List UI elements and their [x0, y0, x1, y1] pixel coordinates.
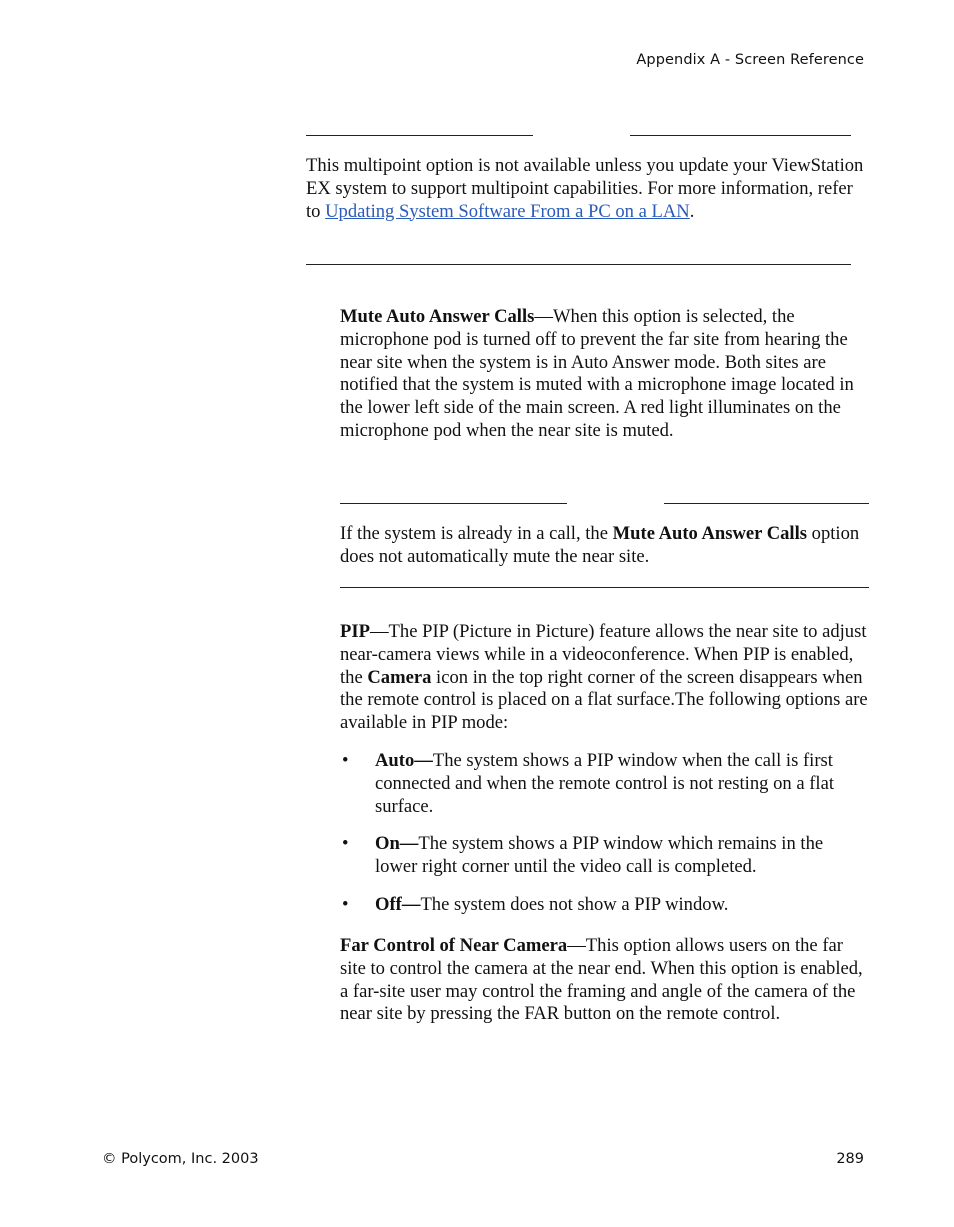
note2-top-rule-left — [340, 503, 567, 504]
footer-copyright: © Polycom, Inc. 2003 — [102, 1151, 259, 1167]
note2-top-rule-right — [664, 503, 869, 504]
note-bottom-rule — [306, 264, 851, 265]
pip-term: PIP — [340, 621, 370, 642]
mute-note — [340, 523, 872, 569]
far-control-paragraph — [340, 935, 872, 1026]
camera-term: Camera — [367, 666, 432, 688]
pip-option-off — [340, 894, 870, 918]
far-control-term: Far Control of Near Camera — [340, 935, 568, 956]
bullet-icon: • — [342, 750, 349, 771]
pip-option-text: The system shows a PIP window when the call is first connected and when the remote control is not resting on a flat surface. — [375, 750, 835, 817]
pip-paragraph — [340, 621, 872, 735]
mute-auto-answer-body: —When this option is selected, the microphone pod is turned off to prevent the far site from hearing the near site when the system is in Auto Answer mode. Both sites are notified that the system is muted with a microphone image located in the lower left side of the main screen. A red light illuminates on the microphone pod when the near site is muted. — [340, 306, 854, 441]
page-number: 289 — [836, 1151, 864, 1167]
mute-note-term: Mute Auto Answer Calls — [612, 523, 808, 544]
updating-software-link[interactable]: Updating System Software From a PC on a LAN — [325, 200, 690, 222]
note2-bottom-rule — [340, 587, 869, 588]
mute-note-end: option does not automatically mute the near site. — [340, 523, 860, 567]
pip-option-text: The system does not show a PIP window. — [420, 894, 729, 915]
note-top-rule-left — [306, 135, 533, 136]
mute-note-text: If the system is already in a call, the — [340, 523, 613, 544]
note-top-rule-right — [630, 135, 851, 136]
pip-option-auto — [340, 750, 870, 820]
multipoint-note — [306, 155, 871, 223]
pip-body-2: icon in the top right corner of the screen disappears when the remote control is placed on a flat surface.The following options are available in PIP mode: — [340, 666, 868, 734]
pip-option-term: Off— — [375, 894, 421, 915]
pip-body-1: —The PIP (Picture in Picture) feature allows the near site to adjust near-camera views while in a videoconference. When PIP is enabled, the — [340, 621, 867, 688]
bullet-icon: • — [342, 833, 349, 854]
pip-option-term: On— — [375, 833, 419, 854]
pip-option-term: Auto— — [375, 750, 433, 771]
running-header: Appendix A - Screen Reference — [636, 52, 864, 68]
mute-auto-answer-paragraph — [340, 306, 872, 443]
pip-option-on — [340, 833, 870, 881]
mute-auto-answer-term: Mute Auto Answer Calls — [340, 306, 535, 327]
multipoint-note-text: This multipoint option is not available unless you update your ViewStation EX system to support multipoint capabilities. For more information, refer to — [306, 155, 864, 222]
far-control-body: —This option allows users on the far site to control the camera at the near end. When this option is enabled, a far-site user may control the framing and angle of the camera of the near site by pressing the FAR button on the remote control. — [340, 935, 863, 1025]
pip-option-text: The system shows a PIP window which remains in the lower right corner until the video call is completed. — [375, 833, 824, 877]
bullet-icon: • — [342, 894, 349, 915]
multipoint-note-end: . — [689, 200, 695, 222]
